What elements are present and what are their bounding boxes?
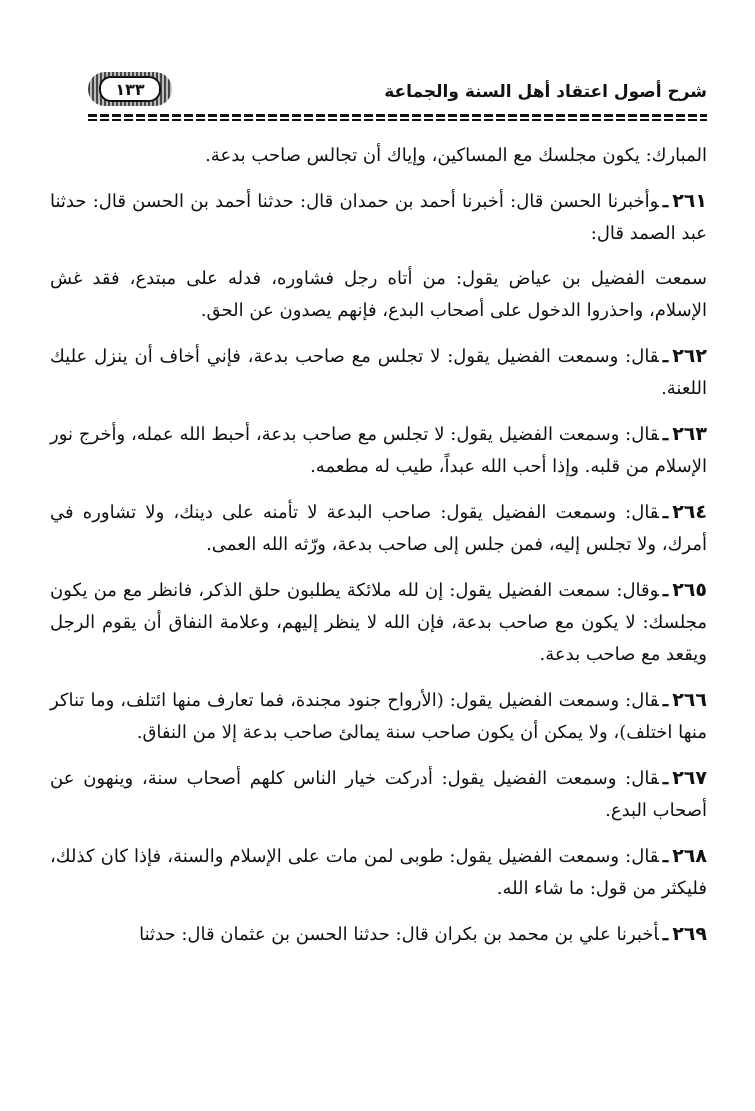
- paragraph-text: المبارك: يكون مجلسك مع المساكين، وإياك أن تجالس صاحب بدعة.: [205, 145, 707, 166]
- paragraph-text: قال: وسمعت الفضيل يقول: (الأرواح جنود مجندة، فما تعارف منها ائتلف، وما تناكر منها اختلف)، ولا يمكن أن يكون صاحب سنة يمالئ صاحب بدعة إلا من النفاق.: [50, 690, 707, 743]
- book-title: شرح أصول اعتقاد أهل السنة والجماعة: [384, 82, 707, 102]
- paragraph-number: ٢٦٩: [672, 923, 707, 945]
- paragraph-number: ٢٦٧: [672, 767, 707, 789]
- paragraph: ٢٦٦ـقال: وسمعت الفضيل يقول: (الأرواح جنود مجندة، فما تعارف منها ائتلف، وما تناكر منها اختلف)، ولا يمكن أن يكون صاحب سنة يمالئ صاحب بدعة إلا من النفاق.: [50, 689, 707, 743]
- paragraph: [50, 263, 707, 327]
- paragraph-number: ٢٦٥: [672, 579, 707, 601]
- paragraph: ٢٦٣ـقال: وسمعت الفضيل يقول: لا تجلس مع صاحب بدعة، أحبط الله عمله، وأخرج نور الإسلام من قلبه. وإذا أحب الله عبداً، طيب له مطعمه.: [50, 423, 707, 477]
- paragraph: [50, 140, 707, 172]
- page-number: ١٣٣: [99, 76, 161, 102]
- paragraph-text: وقال: سمعت الفضيل يقول: إن لله ملائكة يطلبون حلق الذكر، فانظر مع من يكون مجلسك: لا يكون مع صاحب بدعة، فإن الله لا ينظر إليهم، وعلامة النفاق أن يقوم الرجل ويقعد مع صاحب بدعة.: [50, 580, 707, 665]
- paragraph-text: أخبرنا علي بن محمد بن بكران قال: حدثنا الحسن بن عثمان قال: حدثنا: [139, 924, 659, 945]
- paragraph: ٢٦٧ـقال: وسمعت الفضيل يقول: أدركت خيار الناس كلهم أصحاب سنة، وينهون عن أصحاب البدع.: [50, 767, 707, 821]
- paragraph: ٢٦٤ـقال: وسمعت الفضيل يقول: صاحب البدعة لا تأمنه على دينك، ولا تشاوره في أمرك، ولا تجلس إليه، فمن جلس إلى صاحب بدعة، ورّثه الله العمى.: [50, 501, 707, 555]
- paragraph-number: ٢٦٦: [672, 689, 707, 711]
- page-body: [50, 140, 707, 964]
- paragraph-number: ٢٦٢: [672, 345, 707, 367]
- paragraph-text: سمعت الفضيل بن عياض يقول: من أتاه رجل فشاوره، فدله على مبتدع، فقد غش الإسلام، واحذروا الدخول على أصحاب البدع، فإنهم يصدون عن الحق.: [50, 268, 707, 321]
- paragraph: ٢٦٨ـقال: وسمعت الفضيل يقول: طوبى لمن مات على الإسلام والسنة، فإذا كان كذلك، فليكثر من قول: ما شاء الله.: [50, 845, 707, 899]
- paragraph-text: وأخبرنا الحسن قال: أخبرنا أحمد بن حمدان قال: حدثنا أحمد بن الحسن قال: حدثنا عبد الصمد قال:: [50, 191, 707, 244]
- paragraph: ٢٦٩ـأخبرنا علي بن محمد بن بكران قال: حدثنا الحسن بن عثمان قال: حدثنا: [139, 923, 707, 945]
- paragraph-number: ٢٦٤: [672, 501, 707, 523]
- paragraph-text: قال: وسمعت الفضيل يقول: طوبى لمن مات على الإسلام والسنة، فإذا كان كذلك، فليكثر من قول: ما شاء الله.: [50, 846, 707, 899]
- paragraph: ٢٦٥ـوقال: سمعت الفضيل يقول: إن لله ملائكة يطلبون حلق الذكر، فانظر مع من يكون مجلسك: لا يكون مع صاحب بدعة، فإن الله لا ينظر إليهم، وعلامة النفاق أن يقوم الرجل ويقعد مع صاحب بدعة.: [50, 579, 707, 665]
- paragraph: ٢٦١ـوأخبرنا الحسن قال: أخبرنا أحمد بن حمدان قال: حدثنا أحمد بن الحسن قال: حدثنا عبد الصمد قال:: [50, 190, 707, 244]
- page-number-badge: [88, 72, 172, 106]
- paragraph-number: ٢٦١: [672, 190, 707, 212]
- paragraph-text: قال: وسمعت الفضيل يقول: لا تجلس مع صاحب بدعة، أحبط الله عمله، وأخرج نور الإسلام من قلبه. وإذا أحب الله عبداً، طيب له مطعمه.: [50, 424, 707, 477]
- paragraph-number: ٢٦٨: [672, 845, 707, 867]
- paragraph: ٢٦٢ـقال: وسمعت الفضيل يقول: لا تجلس مع صاحب بدعة، فإني أخاف أن ينزل عليك اللعنة.: [50, 345, 707, 399]
- header-divider: [88, 114, 707, 122]
- paragraph-text: قال: وسمعت الفضيل يقول: لا تجلس مع صاحب بدعة، فإني أخاف أن ينزل عليك اللعنة.: [50, 346, 707, 399]
- running-header: [88, 72, 707, 112]
- paragraph-text: قال: وسمعت الفضيل يقول: صاحب البدعة لا تأمنه على دينك، ولا تشاوره في أمرك، ولا تجلس إليه، فمن جلس إلى صاحب بدعة، ورّثه الله العمى.: [50, 502, 707, 555]
- paragraph-text: قال: وسمعت الفضيل يقول: أدركت خيار الناس كلهم أصحاب سنة، وينهون عن أصحاب البدع.: [50, 768, 707, 821]
- paragraph-number: ٢٦٣: [672, 423, 707, 445]
